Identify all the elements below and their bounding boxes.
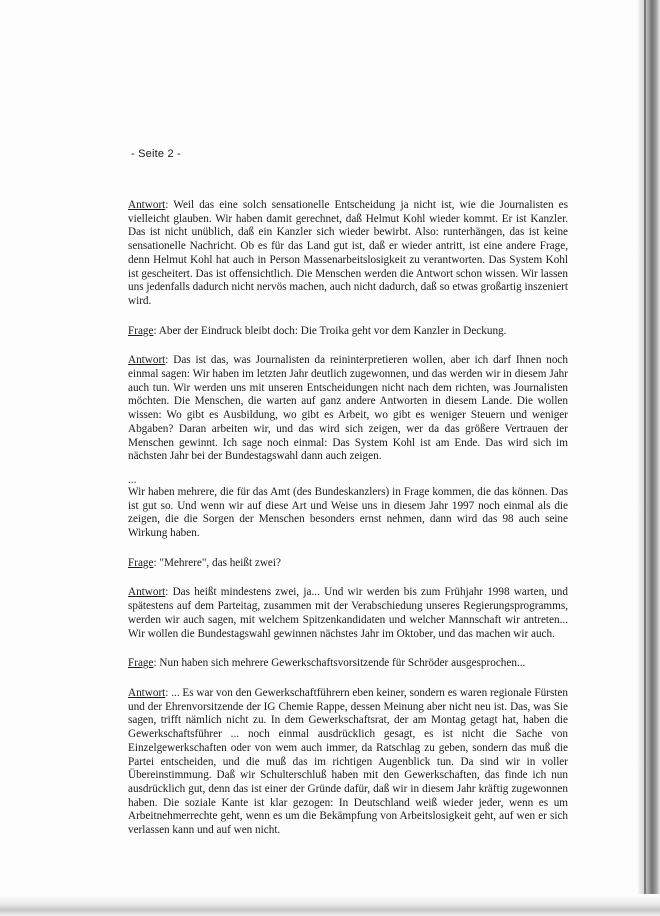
paragraph-answer-2 [128,354,568,464]
paragraph-answer-4 [128,687,568,838]
paragraph-text: : Nun haben sich mehrere Gewerkschaftsvorsitzende für Schröder ausgesprochen... [153,657,526,670]
interview-text [128,199,568,854]
paragraph-text: : Aber der Eindruck bleibt doch: Die Troika geht vor dem Kanzler in Deckung. [153,324,507,337]
paragraph-text: : "Mehrere", das heißt zwei? [153,556,281,569]
page-edge-shadow [638,0,660,916]
paragraph-question-2 [128,557,568,571]
speaker-label: Frage [128,556,154,569]
paragraph-answer-1 [128,199,568,309]
page-number-header: - Seite 2 - [131,148,181,160]
paragraph-text: : Das ist das, was Journalisten da reininterpretieren wollen, aber ich darf Ihnen noch einmal sagen: Wir haben im letzten Jahr deutlich zugewonnen, und das werden wir in diesem Jahr auch tun. Wir werden uns mit unseren Entscheidungen nicht nach dem richten, was Journalisten möchten. Die Menschen, die warten auf ganz andere Antworten in diesem Lande. Die wollen wissen: Wo gibt es Ausbildung, wo gibt es Arbeit, wo gibt es weniger Steuern und weniger Abgaben? Daran arbeiten wir, und das wird sich zeigen, wer da das größere Vertrauen der Menschen gewinnt. Ich sage noch einmal: Das System Kohl ist am Ende. Das wird sich im nächsten Jahr bei der Bundestagswahl dann auch zeigen. [128,354,568,463]
paragraph-text: : ... Es war von den Gewerkschaftführern eben keiner, sondern es waren regionale Fürsten und der Ehrenvorsitzende der IG Chemie Rappe, dessen Meinung aber nicht neu ist. Das, was Sie sagen, trifft nämlich nicht zu. In dem Gewerkschaftsrat, der am Montag getagt hat, haben die Gewerkschaftsführer ... noch einmal ausdrücklich gesagt, es ist nicht die Sache von Einzelgewerkschaften oder von wem auch immer, da Ratschlag zu geben, sondern das muß die Partei entscheiden, und die muß das im richtigen Augenblick tun. Da sind wir in voller Übereinstimmung. Daß wir Schulterschluß haben mit den Gewerkschaften, das finde ich nun ausdrücklich gut, denn das ist einer der Gründe dafür, daß wir in diesem Jahr kräftig zugewonnen haben. Die soziale Kante ist klar gezogen: In Deutschland weiß wieder jeder, wenn es um Arbeitnehmerrechte geht, wenn es um die Bekämpfung von Arbeitslosigkeit geht, auf wen er sich verlassen kann und auf wen nicht. [128,686,568,837]
paragraph-answer-3 [128,586,568,641]
paragraph-continuation: Wir haben mehrere, die für das Amt (des Bundeskanzlers) in Frage kommen, die das können. Das ist gut so. Und wenn wir auf diese Art und Weise uns in diesem Jahr 1997 noch einmal als die zeigen, die die Sorgen der Menschen besonders ernst nehmen, dann wird das 98 auch seine Wirkung haben. [128,485,568,540]
page-edge-line [644,0,646,916]
speaker-label: Antwort [128,354,166,367]
paragraph-question-3 [128,657,568,671]
paragraph-question-1 [128,325,568,339]
paragraph-text: : Das heißt mindestens zwei, ja... Und wir werden bis zum Frühjahr 1998 warten, und spätestens auf dem Parteitag, zusammen mit der Verabschiedung unseres Regierungsprogramms, werden wir auch sagen, mit welchem Spitzenkandidaten und welcher Mannschaft wir antreten... Wir wollen die Bundestagswahl gewinnen nächstes Jahr im Oktober, und das machen wir auch. [128,586,568,640]
speaker-label: Frage [128,657,154,670]
paragraph-text: : Weil das eine solch sensationelle Entscheidung ja nicht ist, wie die Journalisten es vielleicht glauben. Wir haben damit gerechnet, daß Helmut Kohl wieder kommt. Er ist Kanzler. Das ist nicht unüblich, daß ein Kanzler sich wieder bewirbt. Also: runterhängen, das ist keine sensationelle Nachricht. Ob es für das Land gut ist, daß er wieder antritt, ist eine andere Frage, denn Helmut Kohl hat auch in Person Massenarbeitslosigkeit zu verantworten. Das System Kohl ist gescheitert. Das ist offensichtlich. Die Menschen werden die Antwort schon wissen. Wir lassen uns jedenfalls dadurch nicht nervös machen, auch nicht dadurch, daß so etwas großartig inszeniert wird. [128,199,568,307]
speaker-label: Antwort [128,199,166,211]
ellipsis-marker: ... [128,473,137,486]
speaker-label: Frage [128,324,154,337]
page-bottom-edge [0,894,660,916]
speaker-label: Antwort [128,686,166,699]
speaker-label: Antwort [128,586,166,599]
